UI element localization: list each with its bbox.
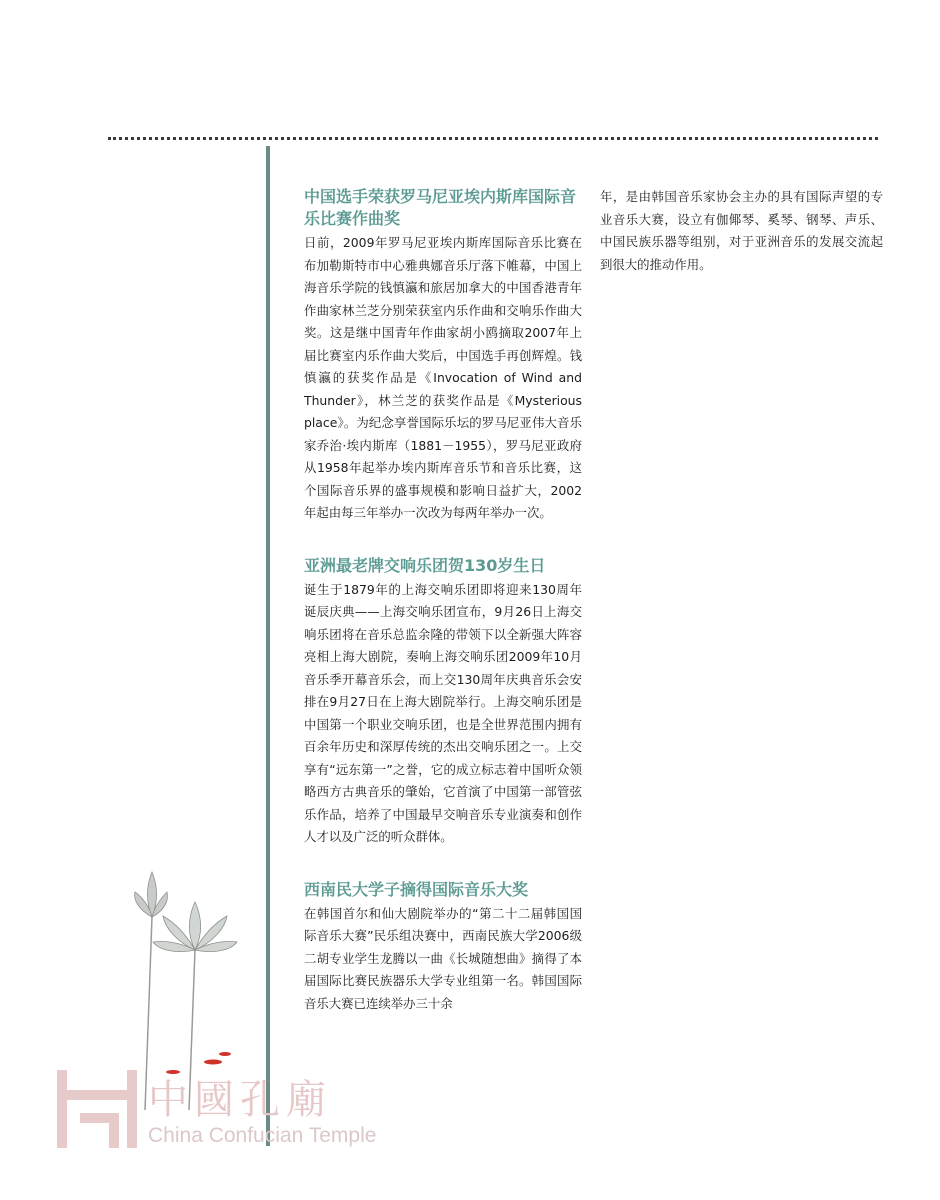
temple-logo-icon [50, 1060, 145, 1160]
watermark-caption: China Confucian Temple [148, 1124, 377, 1147]
vertical-divider [266, 146, 270, 1146]
article-title: 亚洲最老牌交响乐团贺130岁生日 [304, 555, 546, 575]
top-dotted-rule [108, 137, 878, 140]
article-swun-award [304, 879, 582, 1016]
watermark-logo-text: 中國孔廟 [148, 1077, 332, 1123]
article-body: 在韩国首尔和仙大剧院举办的“第二十二届韩国国际音乐大赛”民乐组决赛中，西南民族大学2006级二胡专业学生龙腾以一曲《长城随想曲》摘得了本届国际比赛民族器乐大学专业组第一名。韩国国际音乐大赛已连续举办三十余 [304, 905, 582, 1011]
article-title: 西南民大学子摘得国际音乐大奖 [304, 879, 529, 899]
article-body: 日前，2009年罗马尼亚埃内斯库国际音乐比赛在布加勒斯特市中心雅典娜音乐厅落下帷幕，中国上海音乐学院的钱慎瀛和旅居加拿大的中国香港青年作曲家林兰芝分别荣获室内乐作曲和交响乐作曲大奖。这是继中国青年作曲家胡小鸥摘取2007年上届比赛室内乐作曲大奖后，中国选手再创辉煌。钱慎瀛的获奖作品是《Invocation of Wind and Thunder》，林兰芝的获奖作品是《Mysterious place》。为纪念享誉国际乐坛的罗马尼亚伟大音乐家乔治·埃内斯库（1881－1955），罗马尼亚政府从1958年起举办埃内斯库音乐节和音乐比赛，这个国际音乐界的盛事规模和影响日益扩大，2002年起由每三年举办一次改为每两年举办一次。 [304, 235, 582, 520]
article-continuation: 年，是由韩国音乐家协会主办的具有国际声望的专业音乐大赛，设立有伽倻琴、奚琴、钢琴、声乐、中国民族乐器等组别，对于亚洲音乐的发展交流起到很大的推动作用。 [600, 189, 883, 272]
left-column [304, 186, 582, 1045]
article-shanghai-symphony [304, 555, 582, 849]
right-column [600, 186, 883, 276]
article-title: 中国选手荣获罗马尼亚埃内斯库国际音乐比赛作曲奖 [304, 187, 577, 228]
article-body: 诞生于1879年的上海交响乐团即将迎来130周年诞辰庆典——上海交响乐团宣布，9月26日上海交响乐团将在音乐总监余隆的带领下以全新强大阵容亮相上海大剧院，奏响上海交响乐团2009年10月音乐季开幕音乐会，而上交130周年庆典音乐会安排在9月27日在上海大剧院举行。上海交响乐团是中国第一个职业交响乐团，也是全世界范围内拥有百余年历史和深厚传统的杰出交响乐团之一。上交享有“远东第一”之誉，它的成立标志着中国听众领略西方古典音乐的肇始，它首演了中国第一部管弦乐作品，培养了中国最早交响音乐专业演奏和创作人才以及广泛的听众群体。 [304, 581, 582, 844]
watermark [50, 1052, 390, 1162]
article-romania-award [304, 186, 582, 525]
